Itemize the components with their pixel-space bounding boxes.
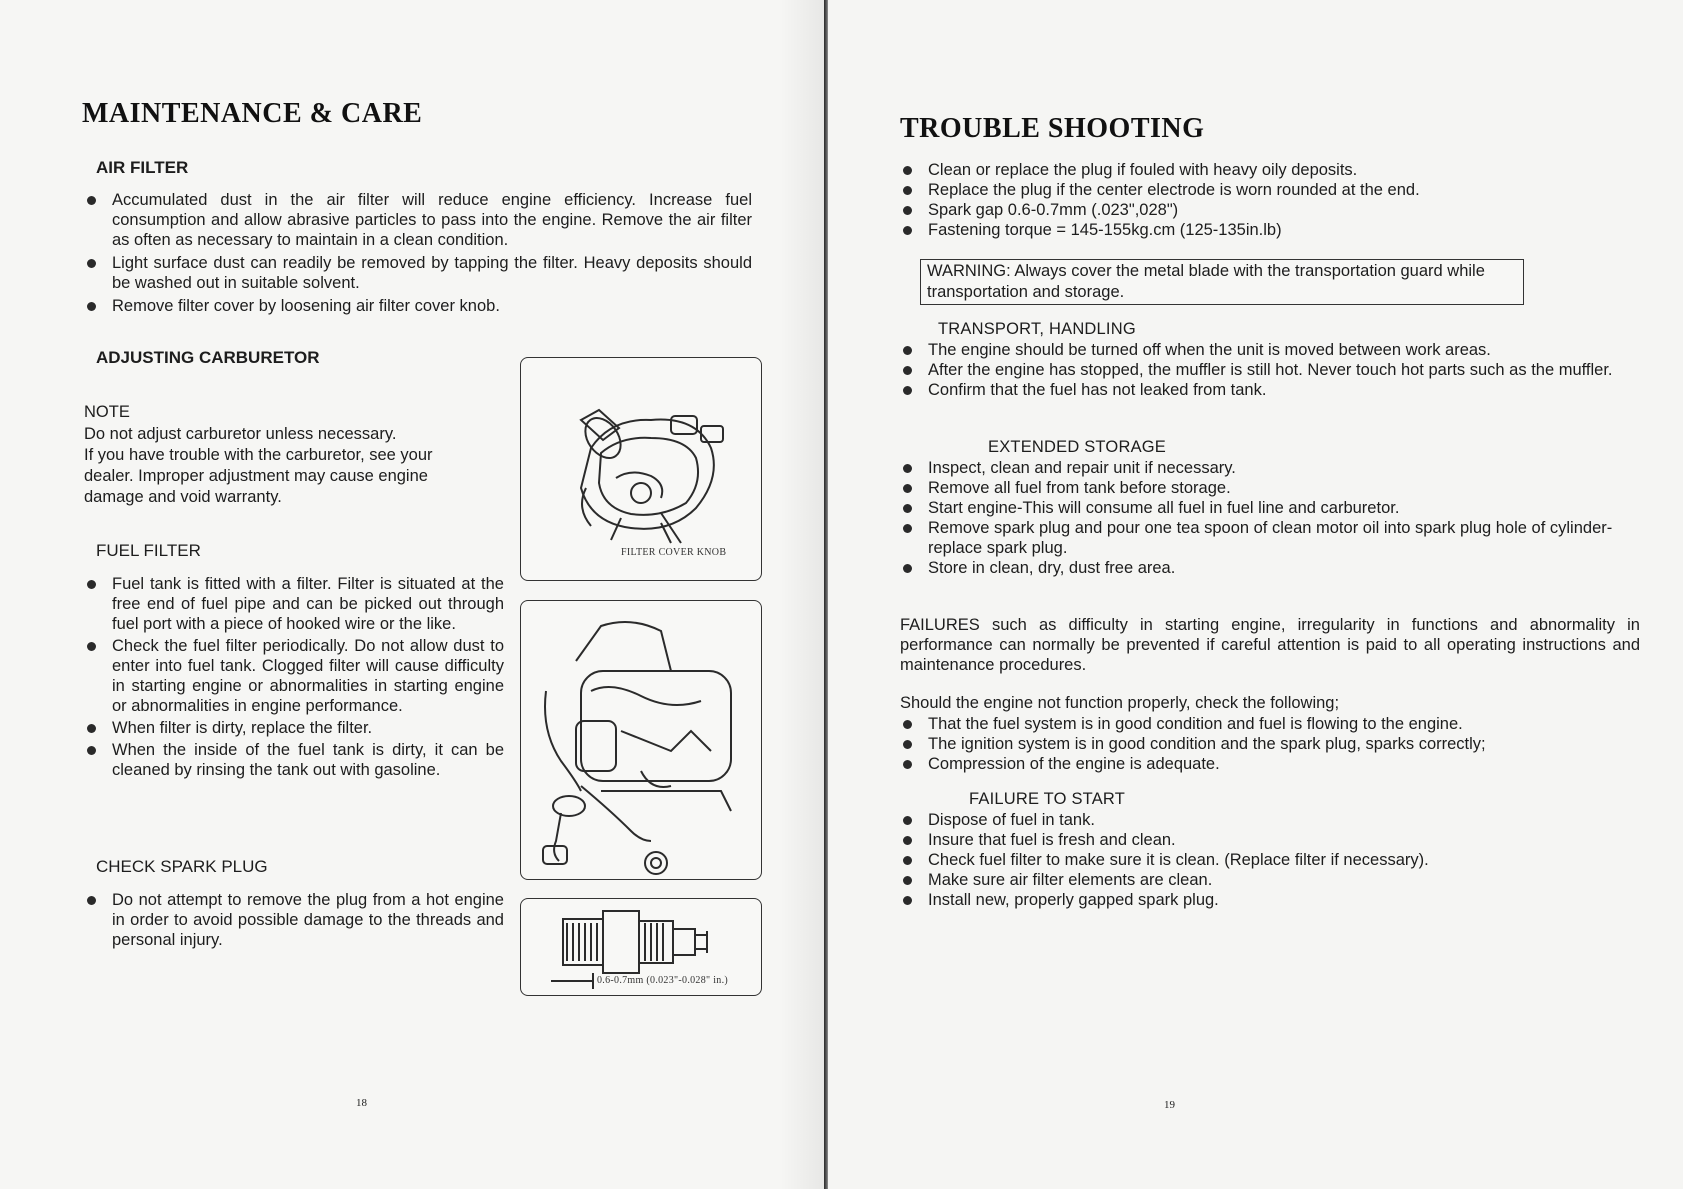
list-item: Inspect, clean and repair unit if necessary.	[900, 458, 1640, 478]
fuel-tank-illustration	[521, 601, 761, 879]
list-item: The engine should be turned off when the unit is moved between work areas.	[900, 340, 1640, 360]
list-item: Start engine-This will consume all fuel in fuel line and carburetor.	[900, 498, 1640, 518]
list-item: Fastening torque = 145-155kg.cm (125-135in.lb)	[900, 220, 1640, 240]
figure-caption-spark-gap: 0.6-0.7mm (0.023"-0.028" in.)	[597, 975, 729, 986]
check-intro: Should the engine not function properly, check the following;	[900, 694, 1340, 712]
list-item: Accumulated dust in the air filter will reduce engine efficiency. Increase fuel consumption and allow abrasive particles to pass into the engine. Remove the air filter as often as necessary to maintain in a clean condition.	[84, 190, 752, 250]
list-item: Check fuel filter to make sure it is clean. (Replace filter if necessary).	[900, 850, 1640, 870]
fuel-filter-list	[84, 574, 504, 780]
list-item: The ignition system is in good condition and the spark plug, sparks correctly;	[900, 734, 1640, 754]
list-item: When filter is dirty, replace the filter.	[84, 718, 504, 738]
list-item: Remove filter cover by loosening air filter cover knob.	[84, 296, 752, 316]
note-label: NOTE	[84, 403, 130, 421]
list-item: Check the fuel filter periodically. Do not allow dust to enter into fuel tank. Clogged filter will cause difficulty in starting engine or abnormalities in starting engine or abnormalities in engine performance.	[84, 636, 504, 716]
list-item: Clean or replace the plug if fouled with heavy oily deposits.	[900, 160, 1640, 180]
list-item: Confirm that the fuel has not leaked from tank.	[900, 380, 1640, 400]
page-title-maintenance: MAINTENANCE & CARE	[82, 98, 423, 129]
gutter-shadow	[780, 0, 824, 1189]
note-line: damage and void warranty.	[84, 488, 282, 506]
failures-paragraph: FAILURES such as difficulty in starting engine, irregularity in functions and abnormality in performance can normally be prevented if careful attention is paid to all operating instructions and maintenance procedures.	[900, 616, 1640, 674]
list-item: Install new, properly gapped spark plug.	[900, 890, 1640, 910]
check-list	[900, 714, 1640, 774]
list-item: Remove spark plug and pour one tea spoon of clean motor oil into spark plug hole of cylinder-replace spark plug.	[900, 518, 1640, 558]
page-title-trouble-shooting: TROUBLE SHOOTING	[900, 113, 1205, 144]
air-filter-figure	[520, 357, 762, 581]
note-line: dealer. Improper adjustment may cause engine	[84, 467, 428, 485]
warning-box: WARNING: Always cover the metal blade with the transportation guard while transportation and storage.	[920, 259, 1524, 305]
list-item: Compression of the engine is adequate.	[900, 754, 1640, 774]
figure-caption-filter-cover-knob: FILTER COVER KNOB	[621, 547, 727, 558]
storage-list	[900, 458, 1640, 578]
list-item: Light surface dust can readily be removed by tapping the filter. Heavy deposits should be washed out in suitable solvent.	[84, 253, 752, 293]
spark-plug-tips-list	[900, 160, 1640, 240]
failure-to-start-list	[900, 810, 1640, 910]
failure-to-start-heading: FAILURE TO START	[969, 790, 1126, 808]
list-item: Insure that fuel is fresh and clean.	[900, 830, 1640, 850]
page-number-left: 18	[356, 1097, 367, 1109]
air-filter-list	[84, 190, 752, 316]
list-item: Do not attempt to remove the plug from a hot engine in order to avoid possible damage to the threads and personal injury.	[84, 890, 504, 950]
transport-list	[900, 340, 1640, 400]
right-page	[828, 0, 1683, 1189]
transport-heading: TRANSPORT, HANDLING	[938, 320, 1136, 338]
list-item: Fuel tank is fitted with a filter. Filter is situated at the free end of fuel pipe and can be picked out through fuel port with a piece of hooked wire or the like.	[84, 574, 504, 634]
list-item: That the fuel system is in good condition and fuel is flowing to the engine.	[900, 714, 1640, 734]
list-item: Replace the plug if the center electrode is worn rounded at the end.	[900, 180, 1640, 200]
list-item: Store in clean, dry, dust free area.	[900, 558, 1640, 578]
spark-plug-figure	[520, 898, 762, 996]
note-line: Do not adjust carburetor unless necessary.	[84, 425, 397, 443]
list-item: Dispose of fuel in tank.	[900, 810, 1640, 830]
fuel-filter-heading: FUEL FILTER	[96, 541, 201, 560]
carburetor-heading: ADJUSTING CARBURETOR	[96, 348, 320, 367]
storage-heading: EXTENDED STORAGE	[988, 438, 1167, 456]
list-item: Spark gap 0.6-0.7mm (.023",028")	[900, 200, 1640, 220]
air-filter-heading: AIR FILTER	[96, 158, 189, 177]
note-text	[84, 424, 504, 508]
spark-plug-list	[84, 890, 504, 950]
left-page	[0, 0, 828, 1189]
note-line: If you have trouble with the carburetor, see your	[84, 446, 433, 464]
page-number-right: 19	[1164, 1099, 1175, 1111]
list-item: When the inside of the fuel tank is dirty, it can be cleaned by rinsing the tank out with gasoline.	[84, 740, 504, 780]
list-item: Make sure air filter elements are clean.	[900, 870, 1640, 890]
fuel-tank-figure	[520, 600, 762, 880]
spark-plug-heading: CHECK SPARK PLUG	[96, 857, 268, 876]
list-item: After the engine has stopped, the muffler is still hot. Never touch hot parts such as the muffler.	[900, 360, 1640, 380]
list-item: Remove all fuel from tank before storage.	[900, 478, 1640, 498]
